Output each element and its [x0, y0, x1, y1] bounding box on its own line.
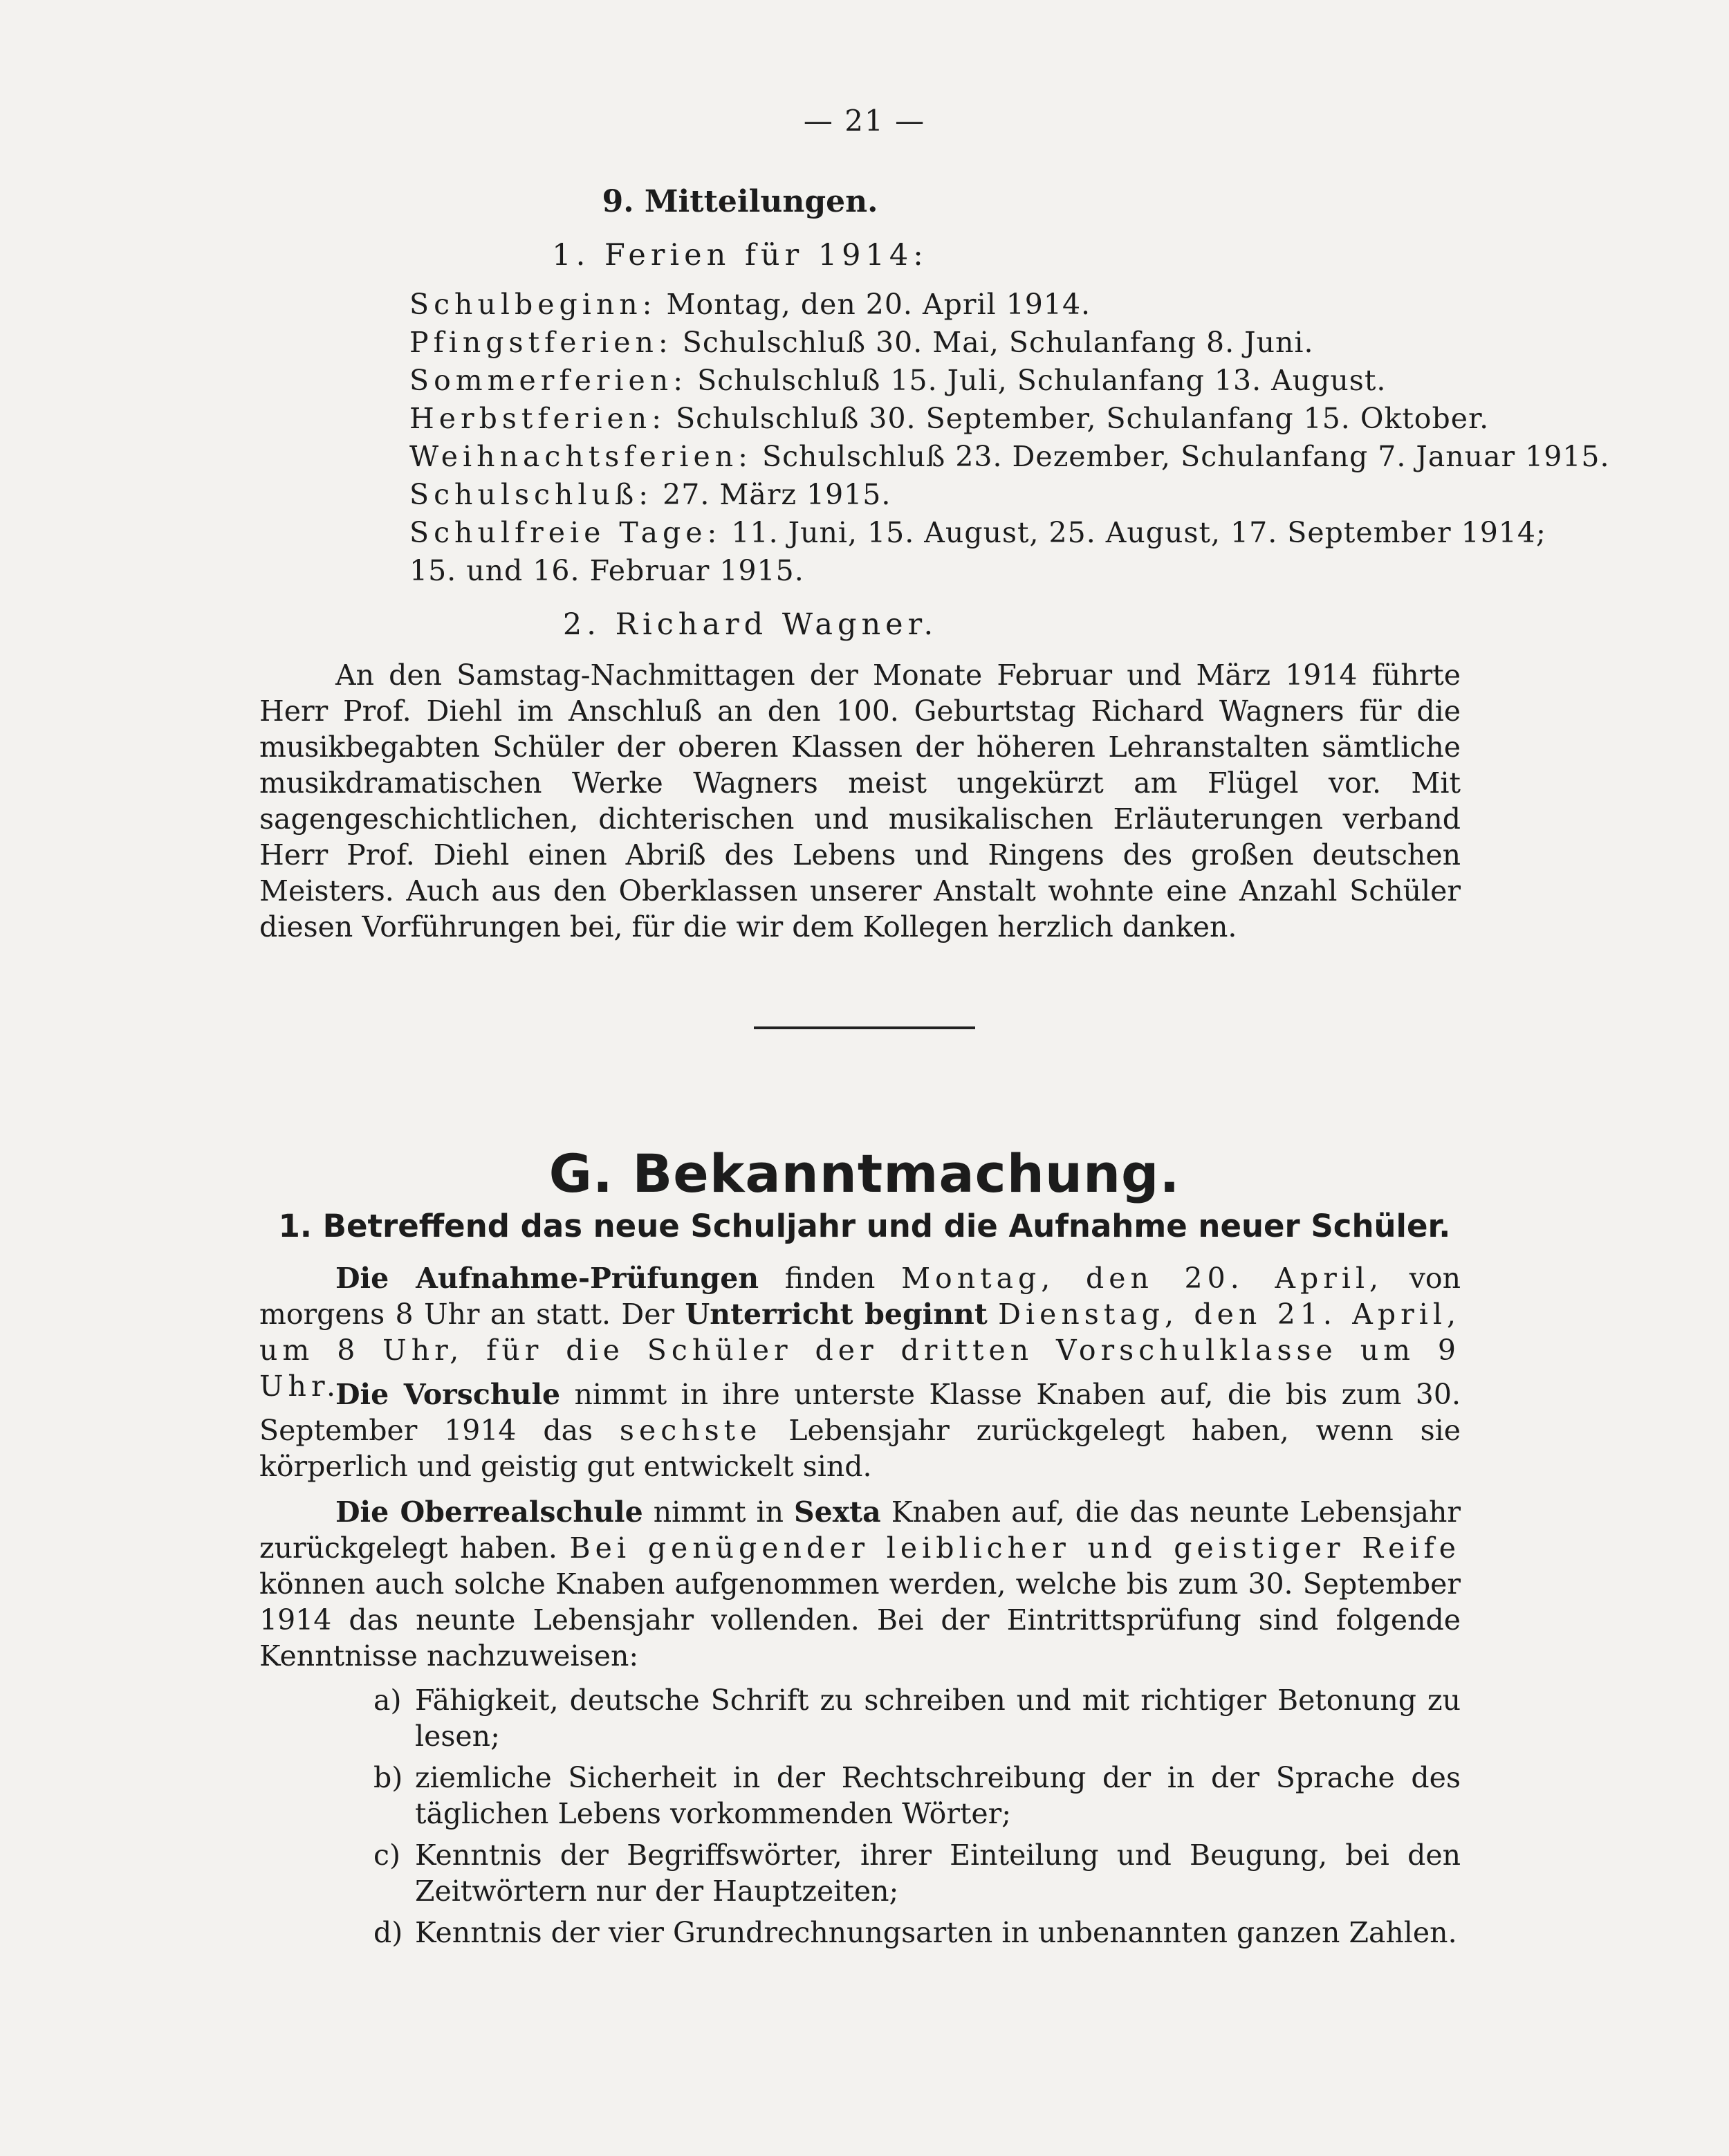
page-number: — 21 — [803, 104, 926, 138]
bekanntmachung-subtitle: 1. Betreffend das neue Schuljahr und die Aufnahme neuer Schüler. [278, 1208, 1451, 1244]
requirements-list [373, 1682, 1461, 1956]
section-divider [754, 1026, 975, 1029]
ferien-text: Montag, den 20. April 1914. [666, 288, 1091, 321]
ferien-label: Schulfreie Tage: [409, 516, 722, 549]
ferien-text: Schulschluß 30. September, Schulanfang 15. Oktober. [676, 402, 1490, 435]
ferien-label: Schulbeginn: [409, 288, 657, 321]
list-item: d) Kenntnis der vier Grundrechnungsarten in unbenannten ganzen Zahlen. [373, 1916, 1457, 1949]
ferien-text: 11. Juni, 15. August, 25. August, 17. September 1914; [731, 516, 1546, 549]
ferien-row [409, 326, 1314, 359]
ferien-row [409, 516, 1546, 549]
ferien-label: Weihnachtsferien: [409, 440, 752, 473]
ferien-row [409, 288, 1091, 321]
ferien-label: Pfingstferien: [409, 326, 673, 359]
list-item: b) ziemliche Sicherheit in der Rechtschreibung der in der Sprache des täglichen Lebens vorkommenden Wörter; [373, 1761, 1461, 1830]
oberrealschule-paragraph: Die Oberrealschule nimmt in Sexta Knaben auf, die das neunte Lebensjahr zurückgelegt haben. Bei genügender leiblicher und geistiger Reife können auch solche Knaben aufgenommen werden, welche bis zum 30. September 1914 das neunte Lebensjahr vollenden. Bei der Eintrittsprüfung sind folgende Kenntnisse nachzuweisen: [259, 1495, 1461, 1673]
ferien-label: Herbstferien: [409, 402, 667, 435]
list-item: a) Fähigkeit, deutsche Schrift zu schreiben und mit richtiger Betonung zu lesen; [373, 1684, 1461, 1753]
vorschule-paragraph: Die Vorschule nimmt in ihre unterste Klasse Knaben auf, die bis zum 30. September 1914 das sechste Lebensjahr zurückgelegt haben, wenn sie körperlich und geistig gut entwickelt sind. [259, 1378, 1461, 1483]
ferien-row [409, 402, 1489, 435]
ferien-text: Schulschluß 15. Juli, Schulanfang 13. August. [697, 364, 1387, 397]
bekanntmachung-title: G. Bekanntmachung. [548, 1143, 1181, 1204]
ferien-row [409, 364, 1386, 397]
ferien-row [409, 478, 891, 511]
ferien-text: Schulschluß 30. Mai, Schulanfang 8. Juni. [682, 326, 1314, 359]
ferien-text: 27. März 1915. [663, 478, 891, 511]
ferien-title: 1. Ferien für 1914: [552, 238, 928, 273]
list-item: c) Kenntnis der Begriffswörter, ihrer Einteilung und Beugung, bei den Zeitwörtern nur der Hauptzeiten; [373, 1839, 1461, 1908]
ferien-label: Schulschluß: [409, 478, 654, 511]
ferien-text: Schulschluß 23. Dezember, Schulanfang 7. Januar 1915. [762, 440, 1610, 473]
ferien-row [409, 440, 1610, 473]
wagner-title: 2. Richard Wagner. [562, 607, 939, 642]
wagner-paragraph: An den Samstag-Nachmittagen der Monate Februar und März 1914 führte Herr Prof. Diehl im Anschluß an den 100. Geburtstag Richard Wagners für die musikbegabten Schüler der oberen Klassen der höheren Lehranstalten sämtliche musikdramatischen Werke Wagners meist ungekürzt am Flügel vor. Mit sagengeschichtlichen, dichterischen und musikalischen Erläuterungen verband Herr Prof. Diehl einen Abriß des Lebens und Ringens des großen deutschen Meisters. Auch aus den Oberklassen unserer Anstalt wohnte eine Anzahl Schüler diesen Vorführungen bei, für die wir dem Kollegen herzlich danken. [259, 658, 1461, 943]
ferien-continuation: 15. und 16. Februar 1915. [409, 554, 804, 587]
ferien-label: Sommerferien: [409, 364, 688, 397]
aufnahme-paragraph: Die Aufnahme-Prüfungen finden Montag, den 20. April, von morgens 8 Uhr an statt. Der Unterricht beginnt Dienstag, den 21. April, um 8 Uhr, für die Schüler der dritten Vorschulklasse um 9 Uhr. [259, 1262, 1461, 1403]
section-9-title: 9. Mitteilungen. [602, 184, 878, 219]
